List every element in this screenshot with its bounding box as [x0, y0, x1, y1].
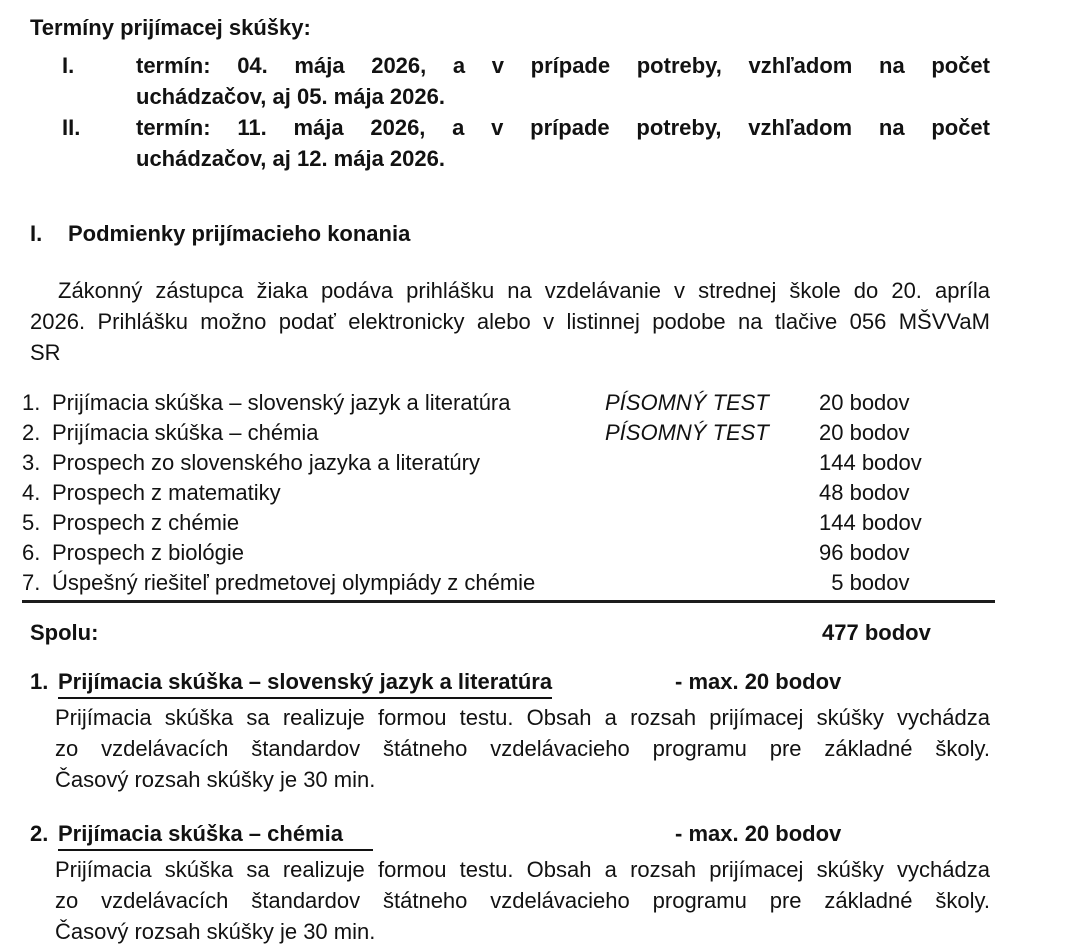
intro-line-1: Zákonný zástupca žiaka podáva prihlášku na vzdelávanie v strednej škole do 20. apríla	[58, 278, 990, 303]
section-2-number: 2.	[30, 821, 49, 846]
section-1-title: Prijímacia skúška – slovenský jazyk a literatúra	[58, 668, 552, 699]
section-2-title: Prijímacia skúška – chémia	[58, 820, 373, 851]
section-1-number: 1.	[30, 669, 49, 694]
conditions-heading-title: Podmienky prijímacieho konania	[68, 221, 411, 246]
score-row-4	[22, 478, 990, 508]
term-item-1-line1: termín: 04. mája 2026, a v prípade potreby, vzhľadom na počet	[136, 53, 990, 78]
score-row-3-label: Prospech zo slovenského jazyka a literatúry	[52, 450, 480, 475]
score-row-2-num: 2.	[22, 420, 41, 445]
score-row-2-points: 20 bodov	[819, 420, 910, 445]
score-row-5-label: Prospech z chémie	[52, 510, 240, 535]
total-label: Spolu:	[30, 620, 99, 645]
section-1-max-points: - max. 20 bodov	[675, 669, 842, 694]
term-item-2-numeral: II.	[62, 115, 81, 140]
intro-line-2: 2026. Prihlášku možno podať elektronicky alebo v listinnej podobe na tlačive 056 MŠVVaM	[30, 309, 990, 334]
score-row-5-num: 5.	[22, 510, 41, 535]
score-row-7-num: 7.	[22, 570, 41, 595]
section-2-body-line3: Časový rozsah skúšky je 30 min.	[55, 919, 376, 944]
score-row-1	[22, 388, 990, 418]
section-1-body-line1: Prijímacia skúška sa realizuje formou testu. Obsah a rozsah prijímacej skúšky vychádza	[55, 705, 990, 730]
score-row-6-num: 6.	[22, 540, 41, 565]
score-row-2-label: Prijímacia skúška – chémia	[52, 420, 319, 445]
horizontal-rule	[22, 600, 995, 603]
score-row-7-label: Úspešný riešiteľ predmetovej olympiády z chémie	[52, 570, 536, 595]
section-2	[30, 818, 990, 946]
terms-list	[30, 50, 990, 174]
score-row-6-label: Prospech z biológie	[52, 540, 245, 565]
intro-paragraph	[30, 275, 990, 368]
terms-heading: Termíny prijímacej skúšky:	[30, 15, 311, 40]
score-row-1-test-type: PÍSOMNÝ TEST	[605, 390, 769, 415]
term-item-1	[30, 50, 990, 112]
score-row-2-test-type: PÍSOMNÝ TEST	[605, 420, 769, 445]
score-row-7	[22, 568, 990, 598]
score-row-3-points: 144 bodov	[819, 450, 922, 475]
section-2-body	[30, 854, 990, 946]
score-row-5	[22, 508, 990, 538]
intro-line-3: SR	[30, 340, 61, 365]
term-item-1-numeral: I.	[62, 53, 75, 78]
total-row	[30, 617, 990, 648]
term-item-1-line2: uchádzačov, aj 05. mája 2026.	[136, 84, 445, 109]
section-1-body-line2: zo vzdelávacích štandardov štátneho vzdelávacieho programu pre základné školy.	[55, 736, 990, 761]
score-row-3-num: 3.	[22, 450, 41, 475]
score-row-4-num: 4.	[22, 480, 41, 505]
section-1-body	[30, 702, 990, 795]
section-1-heading	[30, 666, 990, 699]
section-2-heading	[30, 818, 990, 851]
section-2-max-points: - max. 20 bodov	[675, 821, 842, 846]
score-row-1-points: 20 bodov	[819, 390, 910, 415]
score-row-1-num: 1.	[22, 390, 41, 415]
conditions-heading	[30, 218, 990, 249]
score-row-4-points: 48 bodov	[819, 480, 910, 505]
score-row-7-points: 5 bodov	[819, 570, 910, 595]
score-row-1-label: Prijímacia skúška – slovenský jazyk a literatúra	[52, 390, 511, 415]
term-item-2-line1: termín: 11. mája 2026, a v prípade potreby, vzhľadom na počet	[136, 115, 990, 140]
section-2-body-line2: zo vzdelávacích štandardov štátneho vzdelávacieho programu pre základné školy.	[55, 888, 990, 913]
score-row-5-points: 144 bodov	[819, 510, 922, 535]
section-1	[30, 666, 990, 795]
score-row-6	[22, 538, 990, 568]
term-item-2-line2: uchádzačov, aj 12. mája 2026.	[136, 146, 445, 171]
score-row-6-points: 96 bodov	[819, 540, 910, 565]
conditions-heading-numeral: I.	[30, 221, 43, 246]
term-item-2	[30, 112, 990, 174]
section-1-body-line3: Časový rozsah skúšky je 30 min.	[55, 767, 376, 792]
score-row-2	[22, 418, 990, 448]
total-points: 477 bodov	[822, 620, 931, 645]
score-table	[22, 388, 990, 598]
section-2-body-line1: Prijímacia skúška sa realizuje formou testu. Obsah a rozsah prijímacej skúšky vychádza	[55, 857, 990, 882]
score-row-3	[22, 448, 990, 478]
score-row-4-label: Prospech z matematiky	[52, 480, 281, 505]
